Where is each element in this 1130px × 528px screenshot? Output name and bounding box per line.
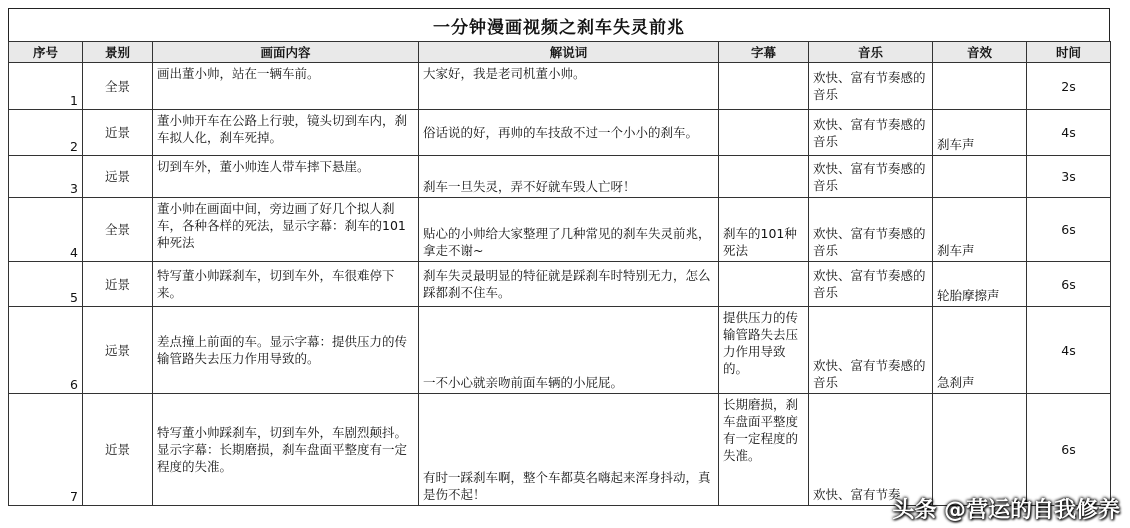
cell-time: 6s [1027,198,1111,262]
cell-subtitle [719,63,809,110]
cell-narration: 有时一踩刹车啊，整个车都莫名嗨起来浑身抖动，真是伤不起！ [419,394,719,506]
cell-music: 欢快、富有节奏感的音乐 [809,63,933,110]
cell-sfx [933,156,1027,198]
cell-sfx [933,63,1027,110]
cell-music: 欢快、富有节奏感的音乐 [809,307,933,394]
cell-music: 欢快、富有节奏感的音乐 [809,156,933,198]
header-shot: 景别 [83,42,153,63]
header-sfx: 音效 [933,42,1027,63]
table-row [9,198,1111,262]
cell-music: 欢快、富有节奏感的音乐 [809,110,933,156]
cell-no: 4 [9,198,83,262]
cell-sfx: 刹车声 [933,110,1027,156]
cell-sfx: 刹车声 [933,198,1027,262]
cell-shot: 远景 [83,156,153,198]
cell-narration: 贴心的小帅给大家整理了几种常见的刹车失灵前兆，拿走不谢~ [419,198,719,262]
cell-no: 1 [9,63,83,110]
table-row [9,110,1111,156]
cell-scene: 董小帅开车在公路上行驶，镜头切到车内，刹车拟人化，刹车死掉。 [153,110,419,156]
cell-music: 欢快、富有节奏感的音乐 [809,262,933,307]
cell-narration: 大家好，我是老司机董小帅。 [419,63,719,110]
cell-no: 5 [9,262,83,307]
cell-shot: 近景 [83,262,153,307]
table-row [9,262,1111,307]
header-subtitle: 字幕 [719,42,809,63]
cell-subtitle: 刹车的101种死法 [719,198,809,262]
header-music: 音乐 [809,42,933,63]
cell-shot: 全景 [83,63,153,110]
cell-time: 4s [1027,307,1111,394]
header-scene: 画面内容 [153,42,419,63]
cell-scene: 特写董小帅踩刹车，切到车外，车剧烈颠抖。显示字幕：长期磨损，刹车盘面平整度有一定程度的失准。 [153,394,419,506]
cell-scene: 切到车外，董小帅连人带车摔下悬崖。 [153,156,419,198]
cell-narration: 一不小心就亲吻前面车辆的小屁屁。 [419,307,719,394]
cell-shot: 近景 [83,110,153,156]
table-row [9,63,1111,110]
watermark: 头条 @营运的自我修养 [892,498,1120,523]
cell-subtitle [719,110,809,156]
table-row [9,156,1111,198]
table-row [9,394,1111,506]
cell-scene: 差点撞上前面的车。显示字幕：提供压力的传输管路失去压力作用导致的。 [153,307,419,394]
cell-no: 7 [9,394,83,506]
cell-time: 6s [1027,262,1111,307]
cell-time: 3s [1027,156,1111,198]
cell-time: 4s [1027,110,1111,156]
storyboard-table [8,41,1111,506]
cell-time: 6s [1027,394,1111,506]
header-row [9,42,1111,63]
cell-shot: 全景 [83,198,153,262]
cell-subtitle: 长期磨损，刹车盘面平整度有一定程度的失准。 [719,394,809,506]
cell-scene: 董小帅在画面中间，旁边画了好几个拟人刹车，各种各样的死法，显示字幕：刹车的101种死法 [153,198,419,262]
cell-scene: 画出董小帅，站在一辆车前。 [153,63,419,110]
cell-subtitle [719,262,809,307]
cell-music: 欢快、富有节奏感的音乐 [809,198,933,262]
cell-time: 2s [1027,63,1111,110]
header-narration: 解说词 [419,42,719,63]
cell-no: 3 [9,156,83,198]
cell-narration: 刹车一旦失灵，弄不好就车毁人亡呀！ [419,156,719,198]
storyboard-sheet [8,8,1110,506]
cell-music: 欢快、富有节奏 [809,394,933,506]
cell-narration: 俗话说的好，再帅的车技敌不过一个小小的刹车。 [419,110,719,156]
cell-narration: 刹车失灵最明显的特征就是踩刹车时特别无力，怎么踩都刹不住车。 [419,262,719,307]
cell-subtitle: 提供压力的传输管路失去压力作用导致的。 [719,307,809,394]
cell-shot: 远景 [83,307,153,394]
cell-sfx: 急刹声 [933,307,1027,394]
cell-shot: 近景 [83,394,153,506]
cell-scene: 特写董小帅踩刹车，切到车外，车很难停下来。 [153,262,419,307]
cell-sfx [933,394,1027,506]
cell-sfx: 轮胎摩擦声 [933,262,1027,307]
table-row [9,307,1111,394]
header-no: 序号 [9,42,83,63]
cell-no: 6 [9,307,83,394]
sheet-title: 一分钟漫画视频之刹车失灵前兆 [8,8,1110,41]
cell-subtitle [719,156,809,198]
header-time: 时间 [1027,42,1111,63]
cell-no: 2 [9,110,83,156]
